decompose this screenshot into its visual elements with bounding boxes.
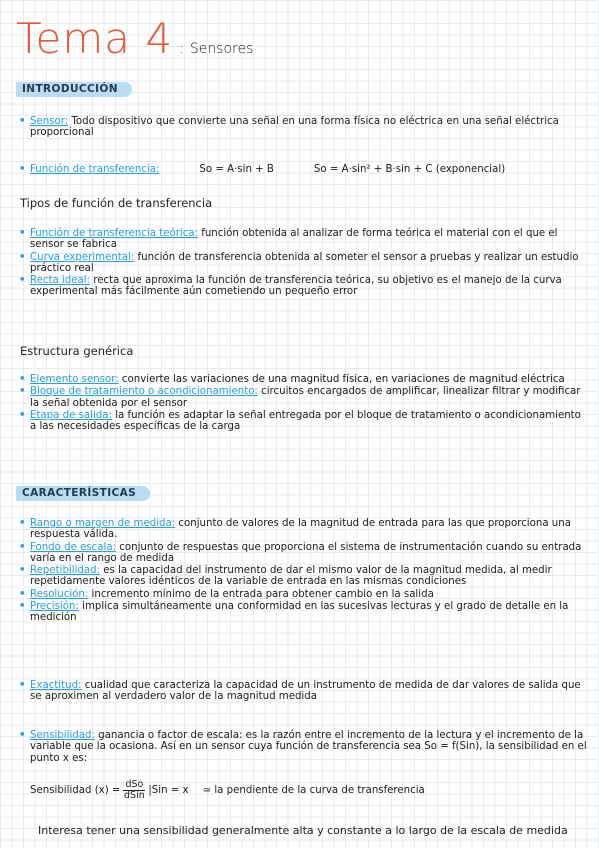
bullet-icon: •	[19, 541, 26, 553]
formula-rhs: ≃ la pendiente de la curva de transferencia	[202, 785, 425, 796]
bullet-icon: •	[19, 228, 26, 239]
bullet-icon: •	[19, 386, 26, 398]
term: Función de transferencia teórica:	[30, 228, 198, 239]
list-item	[18, 589, 590, 600]
fraction-numerator: dSo	[125, 779, 144, 790]
term: Etapa de salida:	[30, 409, 112, 421]
heading-estructura: Estructura genérica	[20, 344, 134, 358]
list-item	[18, 542, 590, 565]
term: Recta ideal:	[30, 275, 91, 287]
list-item	[18, 601, 590, 624]
title-main: Tema 4	[16, 14, 174, 63]
term-funcion-transferencia: Función de transferencia:	[30, 164, 160, 175]
fraction-denominator: dSin	[124, 790, 145, 801]
definition: es la capacidad del instrumento de dar el mismo valor de la magnitud medida, al medir repetidamente valores idénticos de la variable de entrada en las mismas condiciones	[30, 565, 552, 588]
exactitud-block	[18, 680, 590, 703]
formula-exponencial: So = A·sin² + B·sin + C (exponencial)	[313, 164, 506, 175]
bullet-icon: •	[19, 588, 26, 600]
caracteristicas-list	[18, 518, 590, 624]
title-subtitle: Sensores	[189, 41, 254, 57]
bullet-icon: •	[19, 565, 26, 577]
list-item	[18, 374, 590, 385]
definition: función de transferencia obtenida al someter el sensor a pruebas y realizar un estudio práctico real	[30, 251, 579, 274]
definition: recta que aproxima la función de transferencia teórica, su objetivo es el manejo de la curva experimental más fácilmente aún cometiendo un pequeño error	[30, 275, 562, 298]
bullet-icon: •	[19, 409, 26, 421]
definition-sensibilidad: ganancia o factor de escala: es la razón entre el incremento de la lectura y el incremento de la variable que la ocasiona. Así en un sensor cuya función de transferencia sea So = f(Sin), la sensibilidad en el punto x es:	[30, 730, 587, 764]
term-sensor: Sensor:	[30, 116, 69, 127]
term-exactitud: Exactitud:	[30, 680, 82, 691]
definition: implica simultáneamente una conformidad en las sucesivas lecturas y el grado de detalle en la medición	[30, 601, 569, 624]
definition: conjunto de valores de la magnitud de entrada para las que proporciona una respuesta válida.	[30, 518, 571, 541]
bullet-icon: •	[19, 374, 26, 385]
estructura-list	[18, 374, 590, 432]
term: Elemento sensor:	[30, 374, 119, 385]
definition-exactitud: cualidad que caracteriza la capacidad de un instrumento de medida de dar valores de salida que se aproximen al verdadero valor de la magnitud medida	[30, 680, 581, 703]
definition: incremento mínimo de la entrada para obtener cambio en la salida	[91, 588, 434, 600]
list-item	[18, 275, 590, 298]
list-item	[18, 730, 590, 764]
title-colon: :	[179, 41, 184, 57]
term: Curva experimental:	[30, 251, 135, 263]
bullet-icon: •	[19, 116, 26, 127]
section-badge-caracteristicas: CARACTERÍSTICAS	[16, 486, 150, 501]
term: Rango o margen de medida:	[30, 518, 176, 529]
sensibilidad-block	[18, 730, 590, 764]
intro-block	[18, 116, 590, 139]
term: Precisión:	[30, 601, 79, 613]
definition: función obtenida al analizar de forma teórica el material con el que el sensor se fabrica	[30, 228, 558, 251]
term: Resolución:	[30, 588, 89, 600]
bullet-icon: •	[19, 730, 26, 741]
formula-evaluation: |Sin = x	[148, 785, 189, 796]
term: Repetibilidad:	[30, 565, 101, 577]
list-item	[18, 164, 590, 175]
formula-lineal: So = A·sin + B	[199, 164, 274, 175]
bullet-icon: •	[19, 601, 26, 613]
list-item	[18, 565, 590, 588]
tipos-list	[18, 228, 590, 298]
bullet-icon: •	[19, 518, 26, 529]
definition-sensor: Todo dispositivo que convierte una señal en una forma física no eléctrica en una señal eléctrica proporcional	[30, 116, 559, 139]
bullet-icon: •	[19, 275, 26, 287]
closing-note: Interesa tener una sensibilidad generalmente alta y constante a lo largo de la escala de medida	[38, 824, 568, 837]
list-item	[18, 518, 590, 541]
heading-tipos: Tipos de función de transferencia	[20, 196, 213, 210]
list-item	[18, 116, 590, 139]
bullet-icon: •	[19, 164, 26, 175]
definition: conjunto de respuestas que proporciona el sistema de instrumentación cuando su entrada varía en el rango de medida	[30, 541, 582, 564]
funcion-row	[18, 164, 590, 175]
definition: la función es adaptar la señal entregada por el bloque de tratamiento o acondicionamiento a las necesidades específicas de la carga	[30, 409, 581, 433]
list-item	[18, 252, 590, 275]
definition: circuitos encargados de amplificar, linealizar filtrar y modificar la señal obtenida por el sensor	[30, 386, 581, 409]
definition: convierte las variaciones de una magnitud física, en variaciones de magnitud eléctrica	[121, 374, 565, 385]
sensibilidad-formula	[30, 780, 425, 801]
page-title	[16, 14, 253, 63]
bullet-icon: •	[19, 251, 26, 263]
formula-lhs: Sensibilidad (x) =	[30, 785, 121, 796]
list-item	[18, 680, 590, 703]
section-badge-introduccion: INTRODUCCIÓN	[16, 82, 132, 97]
bullet-icon: •	[19, 680, 26, 691]
term-sensibilidad: Sensibilidad:	[30, 730, 95, 741]
term: Bloque de tratamiento o acondicionamiento:	[30, 386, 258, 398]
derivative-fraction	[123, 780, 145, 801]
list-item	[18, 228, 590, 251]
list-item	[18, 386, 590, 409]
term: Fondo de escala:	[30, 541, 117, 553]
list-item	[18, 410, 590, 433]
